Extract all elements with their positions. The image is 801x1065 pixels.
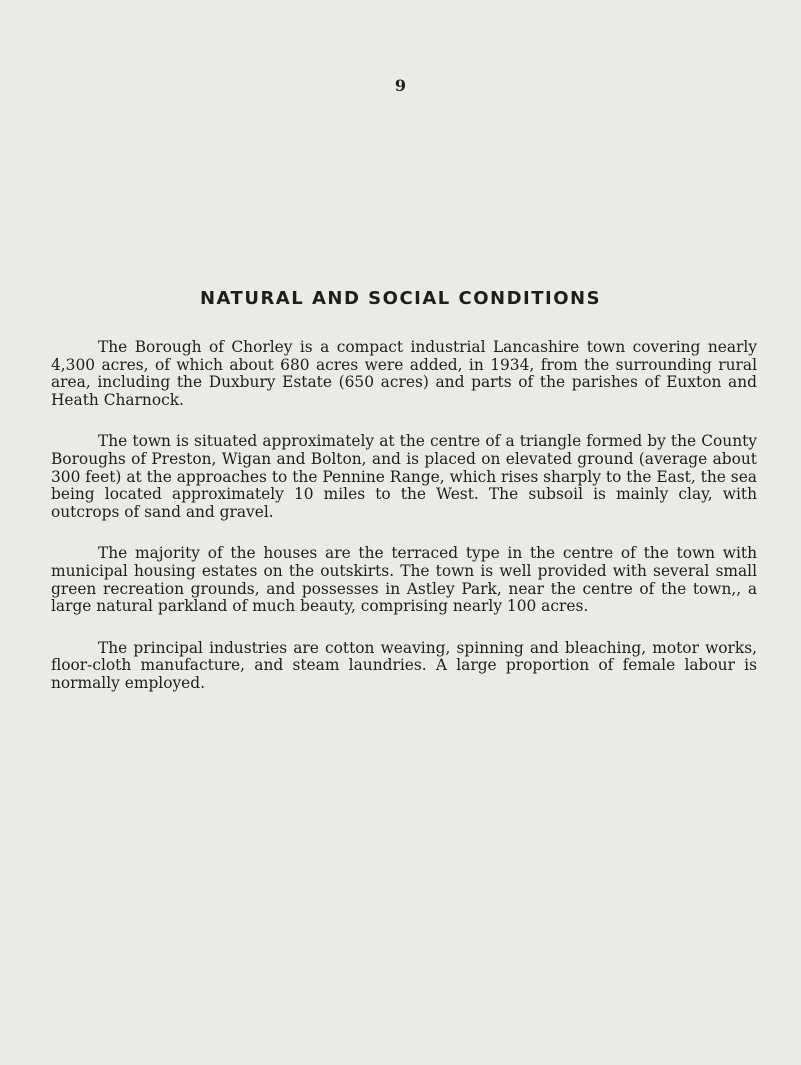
body-text <box>51 339 757 717</box>
page-number: 9 <box>394 76 407 95</box>
paragraph: The majority of the houses are the terraced type in the centre of the town with municipal housing estates on the outskirts. The town is well provided with several small green recreation grounds, and possesses in Astley Park, near the centre of the town,, a large natural parkland of much beauty, comprising nearly 100 acres. <box>51 544 757 616</box>
paragraph: The Borough of Chorley is a compact industrial Lancashire town covering nearly 4,300 acres, of which about 680 acres were added, in 1934, from the surrounding rural area, including the Duxbury Estate (650 acres) and parts of the parishes of Euxton and Heath Charnock. <box>51 338 757 409</box>
paragraph: The principal industries are cotton weaving, spinning and bleaching, motor works, floor-cloth manufacture, and steam laundries. A large proportion of female labour is normally employed. <box>51 638 757 692</box>
paragraph: The town is situated approximately at the centre of a triangle formed by the County Boroughs of Preston, Wigan and Bolton, and is placed on elevated ground (average about 300 feet) at the approaches to the Pennine Range, which rises sharply to the East, the sea being located approximately 10 miles to the West. The subsoil is mainly clay, with outcrops of sand and gravel. <box>51 432 757 521</box>
section-heading: NATURAL AND SOCIAL CONDITIONS <box>199 288 602 309</box>
